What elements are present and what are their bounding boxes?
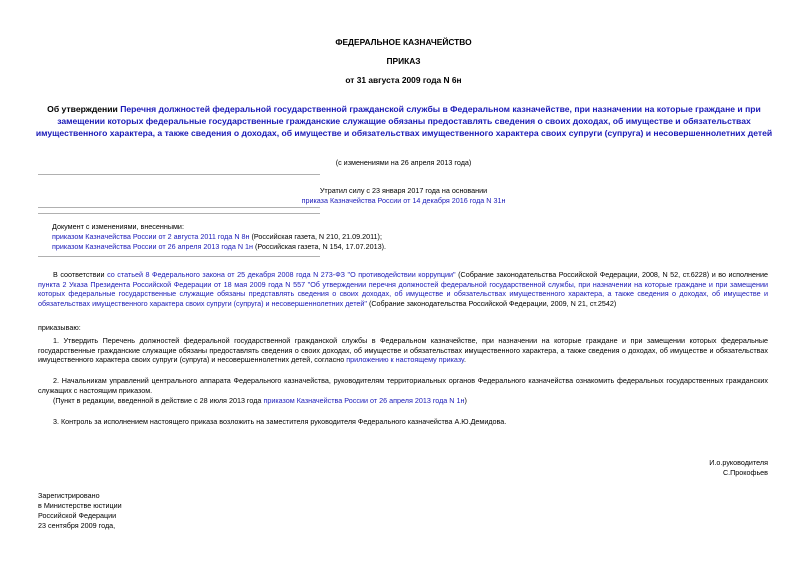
law-link[interactable]: со статьей 8 Федерального закона от 25 декабря 2008 года N 273-ФЗ "О противодействии коррупции" [107, 270, 456, 279]
preamble [38, 270, 768, 308]
doc-date-number: от 31 августа 2009 года N 6н [345, 75, 462, 85]
divider [38, 213, 320, 214]
divider [38, 207, 320, 208]
divider [38, 256, 320, 257]
title-prefix: Об утверждении [47, 104, 121, 114]
orders-word: приказываю: [38, 323, 81, 332]
registration-line: в Министерстве юстиции [38, 501, 122, 510]
registration-line: Российской Федерации [38, 511, 117, 520]
point-text: 1. Утвердить Перечень должностей федеральной государственной гражданской службы в Федеральном казначействе, при назначении на которые граждане и при замещении которых федеральные государственные гражданские служащие обязаны предоставлять сведения о своих доходах, об имуществе и обязательствах имущественного характера, а также сведения о доходах, об имуществе и обязательствах имущественного характера своих супруги (супруга) и несовершеннолетних детей, согласно [38, 336, 768, 365]
expired-line: Утратил силу с 23 января 2017 года на основании [319, 186, 488, 195]
expired-link[interactable]: приказа Казначейства России от 14 декабря 2016 года N 31н [301, 196, 506, 205]
amendment-link[interactable]: приказом Казначейства России от 26 апреля 2013 года N 1н [263, 396, 465, 405]
doc-type: ПРИКАЗ [386, 56, 421, 66]
signature-role: И.о.руководителя [709, 458, 768, 467]
changes-item-link[interactable]: приказом Казначейства России от 26 апреля 2013 года N 1н [52, 242, 254, 251]
agency-name: ФЕДЕРАЛЬНОЕ КАЗНАЧЕЙСТВО [335, 37, 472, 47]
note-text: ) [464, 396, 467, 405]
changes-item [52, 232, 382, 242]
preamble-text: (Собрание законодательства Российской Федерации, 2008, N 52, ст.6228) и во исполнение [455, 270, 768, 279]
divider [38, 174, 320, 175]
point-2: 2. Начальникам управлений центрального аппарата Федерального казначейства, руководителям территориальных органов Федерального казначейства ознакомить федеральных государственных гражданских служащих с настоящим приказом. [38, 376, 768, 395]
signature-name: С.Прокофьев [722, 468, 768, 477]
registration-line: Зарегистрировано [38, 491, 100, 500]
appendix-link[interactable]: приложению к настоящему приказу [346, 355, 464, 365]
decree-link[interactable]: пункта 2 Указа Президента Российской Федерации от 18 мая 2009 года N 557 "Об утверждении перечня должностей федеральной государственной службы, при назначении на которые граждане и при замещении которых федеральные государственные служащие обязаны представлять сведения о своих доходах, об имуществе и обязательствах имущественного характера, а также сведения о доходах, об имуществе и обязательствах имущественного характера своих супруги (супруга) и несовершеннолетних детей" [38, 279, 768, 308]
document-title [28, 103, 780, 139]
registration-line: 23 сентября 2009 года, [38, 521, 116, 530]
changes-item [52, 242, 386, 252]
changes-heading: Документ с изменениями, внесенными: [52, 222, 184, 231]
point-2-note [53, 396, 467, 406]
note-text: (Пункт в редакции, введенной в действие с 28 июля 2013 года [53, 396, 264, 405]
changes-item-tail: (Российская газета, N 154, 17.07.2013). [253, 242, 386, 251]
preamble-text: (Собрание законодательства Российской Федерации, 2009, N 21, ст.2542) [366, 298, 617, 308]
changes-item-tail: (Российская газета, N 210, 21.09.2011); [249, 232, 382, 241]
preamble-text: В соответствии [53, 270, 108, 279]
point-3: 3. Контроль за исполнением настоящего приказа возложить на заместителя руководителя Федерального казначейства А.Ю.Демидова. [53, 417, 507, 426]
title-link[interactable]: Перечня должностей федеральной государственной гражданской службы в Федеральном казначействе, при назначении на которые граждане и при замещении которых федеральные государственные гражданские служащие обязаны предоставлять сведения о своих доходах, об имуществе и обязательствах имущественного характера, а также сведения о доходах, об имуществе и обязательствах имущественного характера своих супруги (супруга) и несовершеннолетних детей [35, 104, 773, 138]
amended-note: (с изменениями на 26 апреля 2013 года) [335, 158, 472, 167]
point-1 [38, 336, 768, 365]
changes-item-link[interactable]: приказом Казначейства России от 2 августа 2011 года N 8н [52, 232, 250, 241]
point-text: . [463, 355, 466, 365]
